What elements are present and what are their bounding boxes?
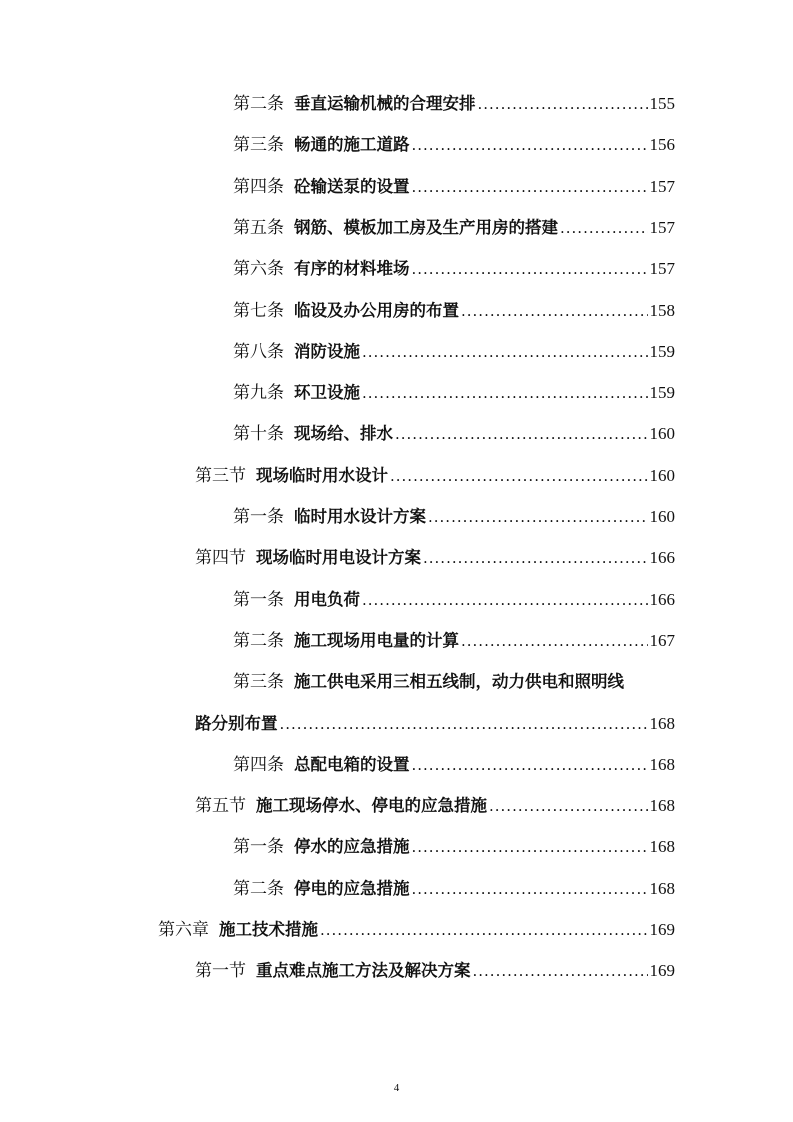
- toc-entry-label: 第四条: [233, 176, 284, 197]
- toc-entry-page: 168: [649, 754, 675, 774]
- toc-leader-dots: [428, 502, 648, 532]
- toc-entry-title: 用电负荷: [294, 589, 360, 609]
- toc-entry-title: 现场临时用水设计: [256, 465, 388, 485]
- toc-entry-title: 临时用水设计方案: [294, 507, 426, 526]
- toc-leader-dots: [473, 956, 648, 986]
- toc-entry-label: 第四条: [233, 754, 284, 775]
- toc-entry-title: 路分别布置: [195, 713, 278, 733]
- toc-entry-page: 160: [649, 507, 675, 526]
- toc-entry[interactable]: [233, 874, 675, 904]
- toc-entry-page: 168: [649, 796, 675, 816]
- toc-entry[interactable]: [195, 956, 675, 986]
- toc-entry-page: 160: [649, 424, 675, 444]
- toc-entry-label: 第六条: [233, 259, 284, 280]
- toc-entry-label: 第一条: [233, 507, 284, 527]
- toc-leader-dots: [362, 378, 648, 408]
- toc-leader-dots: [412, 172, 648, 202]
- toc-entry-label: 第六章: [158, 920, 209, 940]
- toc-leader-dots: [412, 874, 648, 904]
- toc-entry-label: 第三条: [233, 135, 284, 156]
- toc-entry-title: 临设及办公用房的布置: [294, 300, 459, 320]
- toc-entry-page: 156: [649, 135, 675, 155]
- toc-leader-dots: [412, 130, 648, 160]
- toc-entry[interactable]: [233, 213, 675, 243]
- toc-entry-title: 施工供电采用三相五线制，动力供电和照明线: [294, 672, 624, 692]
- toc-entry-title: 重点难点施工方法及解决方案: [256, 961, 471, 981]
- toc-entry-label: 第一节: [195, 961, 246, 982]
- toc-leader-dots: [395, 419, 648, 449]
- toc-entry-title: 施工技术措施: [219, 920, 318, 939]
- toc-entry-page: 169: [649, 961, 675, 981]
- toc-entry-label: 第四节: [195, 548, 246, 569]
- toc-leader-dots: [412, 750, 648, 780]
- toc-entry-label: 第二条: [233, 878, 284, 899]
- toc-entry-title: 环卫设施: [294, 383, 360, 403]
- toc-entry[interactable]: [233, 667, 675, 697]
- toc-entry-title: 消防设施: [294, 341, 360, 361]
- toc-entry[interactable]: [195, 461, 675, 491]
- toc-entry-label: 第一条: [233, 837, 284, 858]
- toc-leader-dots: [390, 461, 648, 491]
- toc-entry[interactable]: [233, 585, 675, 615]
- toc-entry-page: 168: [649, 837, 675, 857]
- toc-entry-title: 总配电箱的设置: [294, 754, 410, 774]
- toc-entry-label: 第八条: [233, 341, 284, 362]
- toc-entry[interactable]: [158, 915, 675, 945]
- toc-leader-dots: [320, 915, 648, 945]
- toc-entry[interactable]: [233, 626, 675, 656]
- toc-entry[interactable]: [233, 750, 675, 780]
- toc-entry[interactable]: [233, 378, 675, 408]
- toc-leader-dots: [489, 791, 648, 821]
- toc-entry-page: 169: [649, 920, 675, 939]
- toc-entry[interactable]: [195, 543, 675, 573]
- toc-entry-page: 157: [649, 259, 675, 279]
- toc-entry[interactable]: [233, 832, 675, 862]
- toc-entry-title: 畅通的施工道路: [294, 135, 410, 155]
- toc-leader-dots: [423, 543, 648, 573]
- toc-entry-label: 第七条: [233, 300, 284, 321]
- toc-entry-title: 砼输送泵的设置: [294, 176, 410, 196]
- toc-entry[interactable]: [233, 130, 675, 160]
- toc-entry-title: 停水的应急措施: [294, 837, 410, 857]
- toc-entry[interactable]: [233, 89, 675, 119]
- toc-entry[interactable]: [195, 791, 675, 821]
- toc-leader-dots: [362, 585, 648, 615]
- toc-entry-title: 有序的材料堆场: [294, 259, 410, 279]
- toc-entry-label: 第九条: [233, 383, 284, 404]
- toc-entry-label: 第五条: [233, 217, 284, 238]
- toc-entry-page: 167: [649, 630, 675, 650]
- toc-entry-label: 第十条: [233, 424, 284, 445]
- toc-leader-dots: [478, 89, 648, 119]
- toc-entry-label: 第二条: [233, 630, 284, 651]
- toc-entry-page: 160: [649, 465, 675, 485]
- toc-entry[interactable]: [233, 172, 675, 202]
- toc-leader-dots: [362, 337, 648, 367]
- toc-entry-page: 168: [649, 878, 675, 898]
- toc-leader-dots: [461, 296, 648, 326]
- toc-entry-title: 施工现场用电量的计算: [294, 630, 459, 650]
- toc-entry[interactable]: [233, 296, 675, 326]
- toc-entry-title: 施工现场停水、停电的应急措施: [256, 796, 487, 816]
- toc-entry-page: 159: [649, 383, 675, 403]
- toc-entry[interactable]: [233, 254, 675, 284]
- toc-leader-dots: [280, 709, 648, 739]
- toc-leader-dots: [412, 254, 648, 284]
- toc-entry-label: 第一条: [233, 589, 284, 610]
- toc-entry-title: 停电的应急措施: [294, 878, 410, 898]
- toc-entry-page: 159: [649, 341, 675, 361]
- toc-leader-dots: [461, 626, 648, 656]
- toc-entry-page: 157: [649, 217, 675, 237]
- toc-entry-page: 166: [649, 589, 675, 609]
- toc-entry[interactable]: [233, 337, 675, 367]
- toc-entry-page: 157: [649, 176, 675, 196]
- toc-leader-dots: [560, 213, 648, 243]
- toc-entry-label: 第三节: [195, 465, 246, 486]
- toc-entry-page: 158: [649, 300, 675, 320]
- page-number: 4: [393, 1082, 400, 1094]
- toc-entry-label: 第二条: [233, 94, 284, 114]
- toc-entry-label: 第三条: [233, 672, 284, 693]
- toc-entry-title: 垂直运输机械的合理安排: [294, 94, 476, 113]
- toc-entry-title: 现场给、排水: [294, 424, 393, 444]
- toc-entry-page: 168: [649, 713, 675, 733]
- toc-entry-page: 155: [649, 94, 675, 113]
- toc-entry-title: 钢筋、模板加工房及生产用房的搭建: [294, 217, 558, 237]
- toc-entry-label: 第五节: [195, 796, 246, 817]
- toc-entry[interactable]: [233, 419, 675, 449]
- toc-entry[interactable]: [233, 502, 675, 532]
- toc-entry[interactable]: [195, 709, 675, 739]
- toc-entry-title: 现场临时用电设计方案: [256, 548, 421, 568]
- toc-entry-page: 166: [649, 548, 675, 568]
- toc-leader-dots: [412, 832, 648, 862]
